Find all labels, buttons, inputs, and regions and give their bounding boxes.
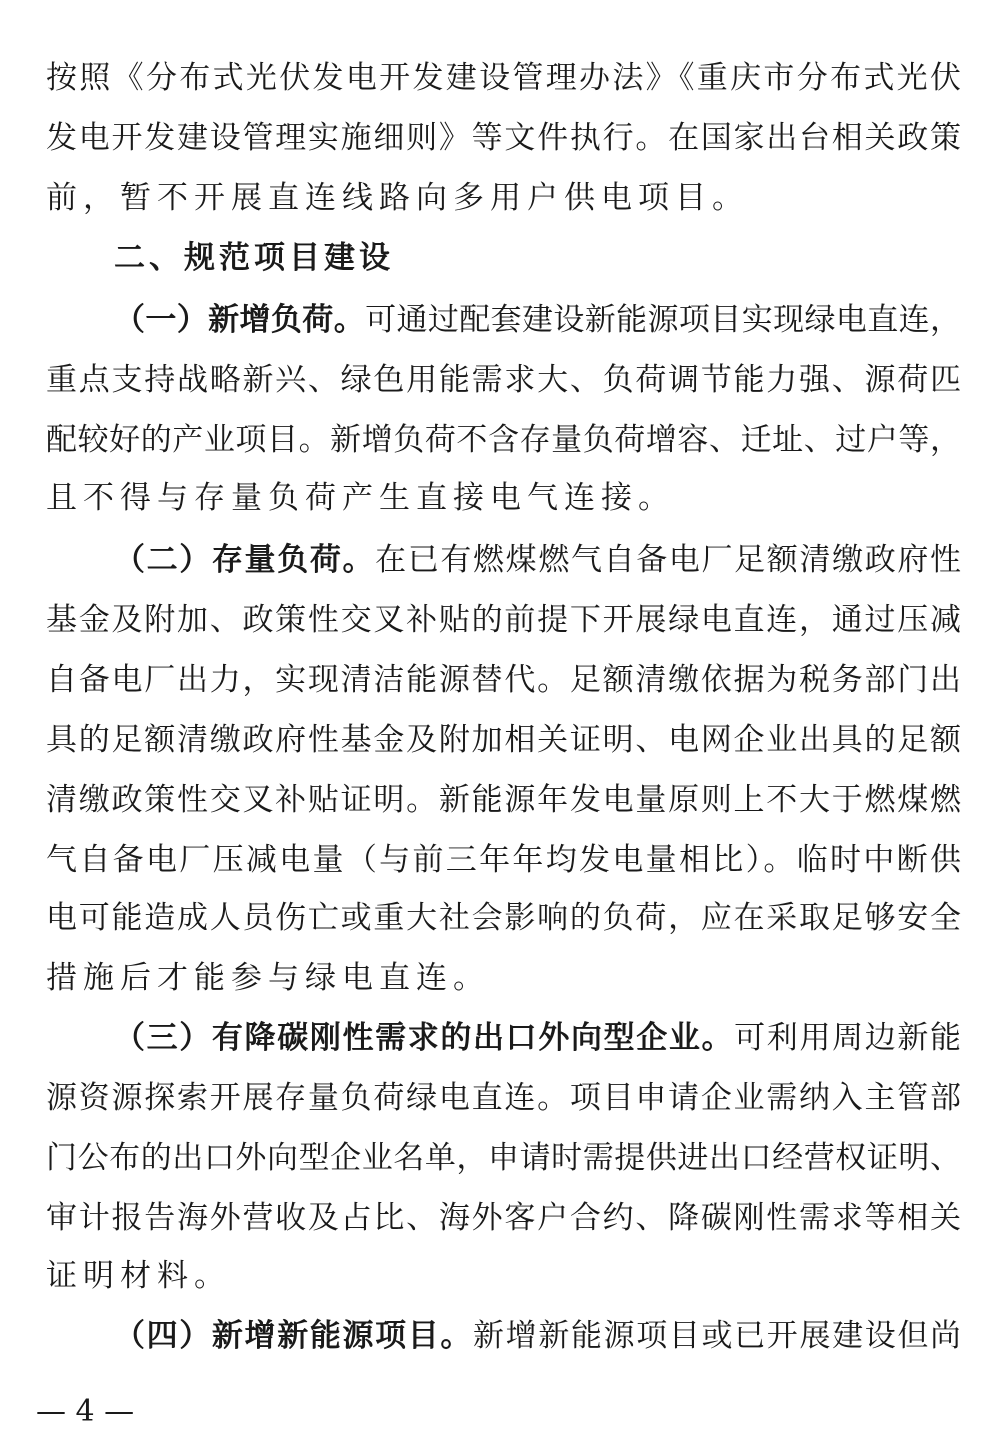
item-3-label: （三）有降碳刚性需求的出口外向型企业。 [114, 1020, 735, 1056]
item-2-line-5: 清缴政策性交叉补贴证明。新能源年发电量原则上不大于燃煤燃 [46, 782, 961, 818]
item-1-line-2: 重点支持战略新兴、绿色用能需求大、负荷调节能力强、源荷匹 [46, 362, 961, 398]
item-4-first-line-text: 新增新能源项目或已开展建设但尚 [473, 1318, 962, 1354]
item-1-line-3: 配较好的产业项目。新增负荷不含存量负荷增容、迁址、过户等， [46, 422, 961, 458]
item-2-line-7: 电可能造成人员伤亡或重大社会影响的负荷，应在采取足够安全 [46, 900, 961, 936]
item-1-label: （一）新增负荷。 [114, 302, 366, 338]
item-3-line-3: 门公布的出口外向型企业名单，申请时需提供进出口经营权证明、 [46, 1140, 961, 1176]
item-1-first-line [114, 290, 961, 350]
item-1-first-line-text: 可通过配套建设新能源项目实现绿电直连， [365, 302, 961, 338]
item-2-line-3: 自备电厂出力，实现清洁能源替代。足额清缴依据为税务部门出 [46, 662, 961, 698]
item-3-first-line-text: 可利用周边新能 [734, 1020, 962, 1056]
item-2-line-6: 气自备电厂压减电量（与前三年年均发电量相比）。临时中断供 [46, 842, 961, 878]
item-4-first-line [114, 1306, 961, 1366]
item-2-line-2: 基金及附加、政策性交叉补贴的前提下开展绿电直连，通过压减 [46, 602, 961, 638]
item-3-line-2: 源资源探索开展存量负荷绿电直连。项目申请企业需纳入主管部 [46, 1080, 961, 1116]
item-2-first-line-text: 在已有燃煤燃气自备电厂足额清缴政府性 [375, 542, 962, 578]
item-1-line-4: 且不得与存量负荷产生直接电气连接。 [46, 480, 675, 516]
item-3-line-5: 证明材料。 [46, 1258, 231, 1294]
item-2-label: （二）存量负荷。 [114, 542, 376, 578]
page-number: — 4 — [36, 1394, 135, 1429]
item-3-first-line [114, 1008, 961, 1068]
item-2-first-line [114, 530, 961, 590]
item-3-line-4: 审计报告海外营收及占比、海外客户合约、降碳刚性需求等相关 [46, 1200, 961, 1236]
paragraph-1-line-3: 前，暂不开展直连线路向多用户供电项目。 [46, 180, 749, 216]
item-2-line-4: 具的足额清缴政府性基金及附加相关证明、电网企业出具的足额 [46, 722, 961, 758]
paragraph-1-line-2: 发电开发建设管理实施细则》等文件执行。在国家出台相关政策 [46, 120, 961, 156]
item-4-label: （四）新增新能源项目。 [114, 1318, 474, 1354]
section-heading: 二、规范项目建设 [114, 240, 394, 276]
item-2-line-8: 措施后才能参与绿电直连。 [46, 960, 490, 996]
paragraph-1-line-1: 按照《分布式光伏发电开发建设管理办法》《重庆市分布式光伏 [46, 60, 961, 96]
